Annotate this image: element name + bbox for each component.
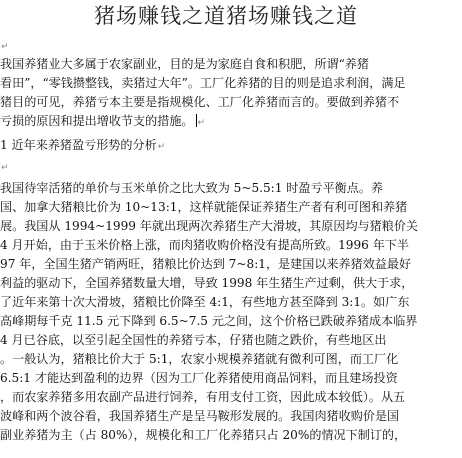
blank-line	[0, 158, 462, 176]
body-line	[0, 351, 462, 367]
line-text: 我国养猪业大多属于农家副业，目的是为家庭自食和积肥，所谓“养猪	[0, 57, 369, 71]
line-text: 看田”，“零钱攒整钱，卖猪过大年”。工厂化养猪的目的则是追求利润，满足	[0, 76, 406, 90]
section-heading	[0, 137, 462, 155]
paragraph-mark-icon: ↵	[1, 42, 9, 52]
body-line	[0, 294, 462, 310]
line-text: 4 月开始，由于玉米价格上涨，而肉猪收购价格没有提高所致。1996 年下半	[0, 238, 409, 252]
line-text: 副业养猪为主（占 80%），规模化和工厂化养猪只占 20%的情况下制订的，	[0, 428, 407, 442]
paragraph-mark-icon: ↵	[1, 163, 9, 173]
line-text: 亏损的原因和提出增收节支的措施。	[0, 114, 194, 128]
body-line	[0, 218, 462, 234]
body-line	[0, 113, 462, 131]
body-line	[0, 56, 462, 72]
line-text: 4 月已谷底，以至引起全国性的养猪亏本，仔猪也随之跌价，有些地区出	[0, 333, 387, 347]
line-text: 6.5:1 才能达到盈利的边界（因为工厂化养猪使用商品饲料，而且建场投资	[0, 371, 398, 385]
line-text: 我国待宰活猪的单价与玉米单价之比大致为 5~5.5:1 时盈亏平衡点。养	[0, 181, 384, 195]
line-text: 高峰期每千克 11.5 元下降到 6.5~7.5 元之间，这个价格已跌破养猪成本临界	[0, 314, 418, 328]
line-text: 利益的驱动下，全国养猪数量大增，导致 1998 年生猪生产过剩，供大于求，	[0, 276, 414, 290]
body-line	[0, 275, 462, 291]
body-line	[0, 408, 462, 424]
body-line	[0, 94, 462, 110]
body-line	[0, 180, 462, 196]
line-text: 展。我国从 1994~1999 年就出现两次养猪生产大滑坡，其原因均与猪粮价关	[0, 219, 419, 233]
paragraph-mark-icon: ↵	[157, 142, 166, 152]
body-line	[0, 237, 462, 253]
body-line	[0, 256, 462, 272]
document-title: 猪场赚钱之道猪场赚钱之道	[94, 4, 358, 28]
body-line	[0, 199, 462, 215]
line-text: 。一般认为，猪粮比价大于 5:1，农家小规模养猪就有微利可图，而工厂化	[0, 352, 399, 366]
line-text: 波峰和两个波谷看，我国养猪生产是呈马鞍形发展的。我国肉猪收购价是国	[0, 409, 400, 423]
line-text: ，而农家养猪多用农副产品进行饲养，有用支付工资，因此成本较低）。从五	[0, 390, 406, 404]
body-line	[0, 75, 462, 91]
blank-line	[0, 37, 462, 55]
text-cursor	[196, 114, 197, 127]
body-line	[0, 370, 462, 386]
body-line	[0, 389, 462, 405]
paragraph-mark-icon: ↵	[197, 118, 206, 128]
body-line	[0, 427, 462, 443]
line-text: 国、加拿大猪粮比价为 10~13:1，这样就能保证养猪生产者有利可图和养猪	[0, 200, 408, 214]
line-text: 1 近年来养猪盈亏形势的分析	[0, 138, 157, 152]
body-line	[0, 332, 462, 348]
line-text: 了近年来第十次大滑坡，猪粮比价降至 4:1，有些地方甚至降到 3:1。如广东	[0, 295, 410, 309]
line-text: 猪目的可见，养猪亏本主要是指规模化、工厂化养猪而言的。要做到养猪不	[0, 95, 400, 109]
body-line	[0, 313, 462, 329]
line-text: 97 年，全国生猪产销两旺，猪粮比价达到 7~8:1，是建国以来养猪效益最好	[0, 257, 412, 271]
